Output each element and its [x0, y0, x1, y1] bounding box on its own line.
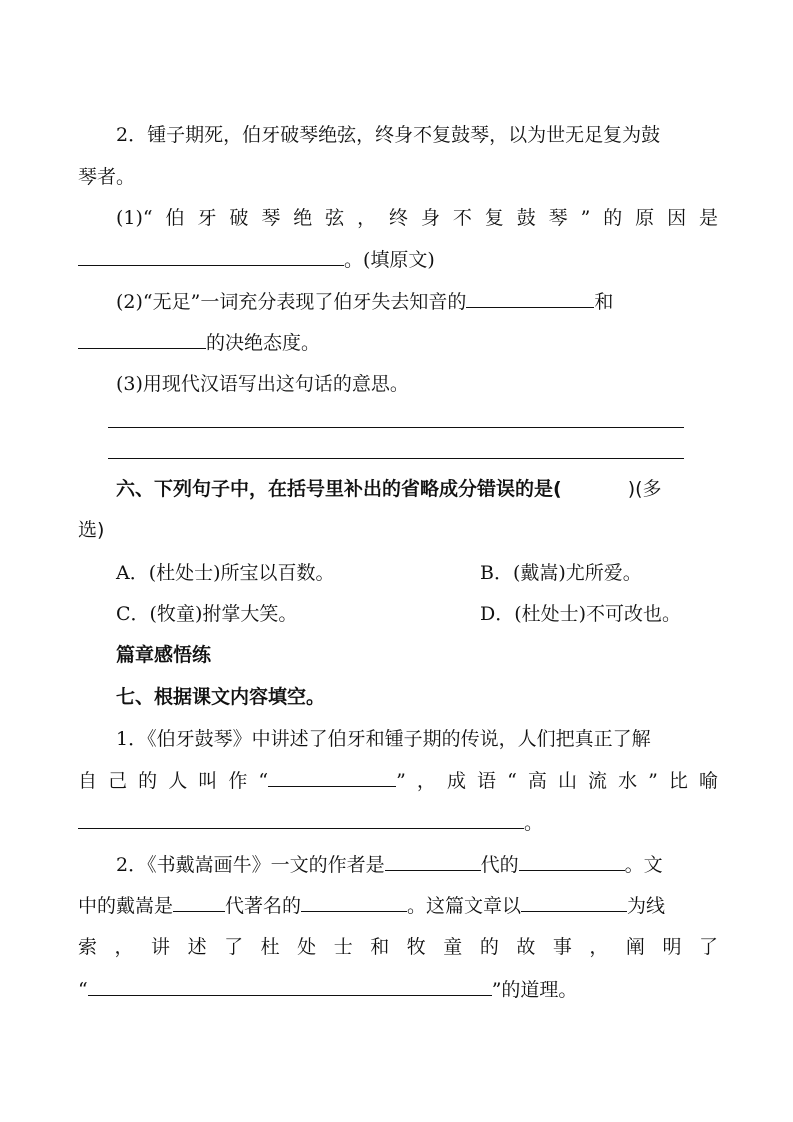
- q7-item2-quote-close: ”的道理。: [491, 979, 578, 1001]
- q2-stem-line2: 琴者。: [78, 166, 136, 188]
- q7-item1-end: 。: [524, 812, 544, 834]
- answer-line-1[interactable]: [108, 427, 684, 428]
- section-title: 篇章感悟练: [116, 644, 212, 666]
- q2-sub2-prompt-line: [116, 287, 718, 315]
- q7-item2-text-c: 。文: [624, 854, 663, 876]
- q2-sub1-tail: 。(填原文): [344, 249, 435, 271]
- q7-item2-text-f: 。这篇文章以: [407, 895, 522, 917]
- q2-stem-line1: 2．锺子期死，伯牙破琴绝弦，终身不复鼓琴，以为世无足复为鼓: [116, 124, 661, 146]
- q2-sub2-head: (2)“无足”一词充分表现了伯牙失去知音的: [116, 291, 467, 313]
- q2-sub1-prompt: (1)“伯牙破琴绝弦，终身不复鼓琴”的原因是: [116, 207, 718, 229]
- q2-sub2-blank-2[interactable]: [78, 328, 206, 349]
- answer-line-2[interactable]: [108, 458, 684, 459]
- q7-item1-text-b: ”，成语“高山流水”比喻: [396, 770, 718, 792]
- q7-item2-text-g: 为线: [627, 895, 666, 917]
- q7-item2-line2: [78, 891, 718, 919]
- q7-item1-line3: [78, 808, 718, 836]
- q2-sub2-tail: 的决绝态度。: [206, 332, 321, 354]
- q7-item1-text-a: 自己的人叫作“: [78, 770, 269, 792]
- q7-item1-blank-2[interactable]: [78, 808, 524, 829]
- q7-item2-line4: [78, 975, 718, 1003]
- q2-sub2-blank-1[interactable]: [466, 287, 594, 308]
- q2-sub2-line2: [78, 328, 718, 356]
- q6-stem-text: 六、下列句子中，在括号里补出的省略成分错误的是(: [116, 478, 562, 500]
- q2-sub2-and: 和: [594, 291, 614, 313]
- q7-item2-blank-4[interactable]: [301, 891, 407, 912]
- q7-item2-text-e: 代著名的: [225, 895, 302, 917]
- q6-stem-line2: 选): [78, 519, 105, 541]
- q6-option-d[interactable]: D．(杜处士)不可改也。: [480, 603, 682, 625]
- q6-option-a[interactable]: A．(杜处士)所宝以百数。: [116, 562, 335, 584]
- q7-item2-blank-1[interactable]: [385, 850, 481, 871]
- q7-item1-blank-1[interactable]: [268, 766, 396, 787]
- q2-sub1-answer-line: [78, 245, 718, 273]
- q6-stem-end: )(多: [627, 478, 662, 500]
- q7-title: 七、根据课文内容填空。: [116, 686, 326, 708]
- q7-item2-blank-2[interactable]: [519, 850, 625, 871]
- q7-item2-text-a: 2．《书戴嵩画牛》一文的作者是: [116, 854, 385, 876]
- q7-item2-blank-3[interactable]: [173, 891, 225, 912]
- q7-item1-line2: [78, 766, 718, 794]
- q2-sub3-prompt: (3)用现代汉语写出这句话的意思。: [116, 373, 409, 395]
- q7-item2-line3: 索，讲述了杜处士和牧童的故事，阐明了: [78, 936, 718, 958]
- q7-item2-text-b: 代的: [480, 854, 519, 876]
- q7-item2-quote-open: “: [78, 979, 88, 1001]
- q6-stem-line1: [116, 475, 718, 503]
- q7-item2-text-d: 中的戴嵩是: [78, 895, 174, 917]
- q2-sub1-blank[interactable]: [78, 245, 344, 266]
- q7-item1-line1: 1．《伯牙鼓琴》中讲述了伯牙和锺子期的传说，人们把真正了解: [116, 728, 651, 750]
- q7-item2-line1: [116, 850, 718, 878]
- q7-item2-blank-5[interactable]: [521, 891, 627, 912]
- q6-option-c[interactable]: C．(牧童)拊掌大笑。: [116, 603, 298, 625]
- q7-item2-blank-6[interactable]: [88, 975, 492, 996]
- q6-option-b[interactable]: B．(戴嵩)尤所爱。: [480, 562, 642, 584]
